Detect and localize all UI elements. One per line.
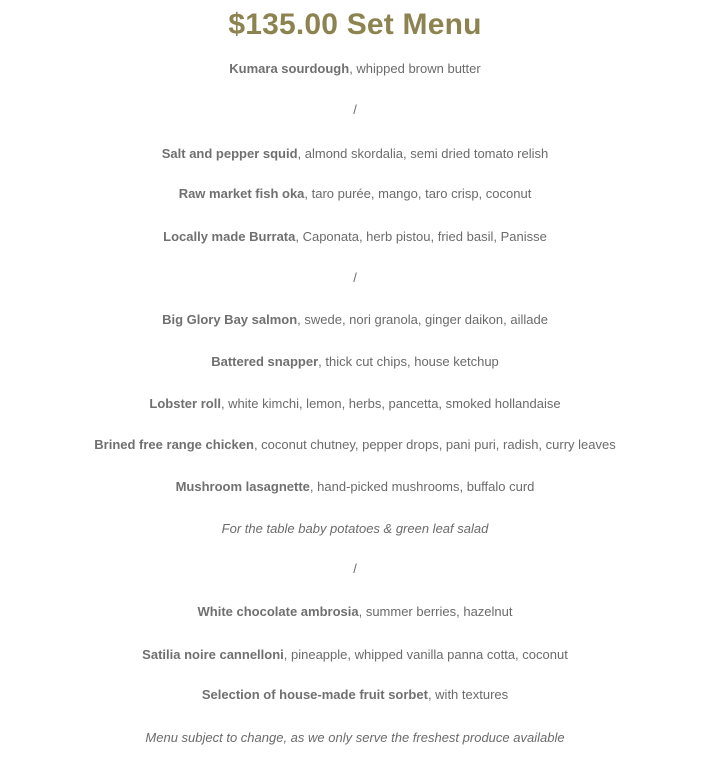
menu-footer-note: Menu subject to change, as we only serve the freshest produce available: [145, 730, 565, 745]
menu-item-main: [0, 436, 710, 454]
dish-description: , with textures: [427, 687, 509, 702]
dish-name: Salt and pepper squid: [161, 146, 298, 161]
menu-item-starter: [0, 60, 710, 78]
dish-description: , white kimchi, lemon, herbs, pancetta, smoked hollandaise: [220, 396, 561, 411]
dish-description: , swede, nori granola, ginger daikon, aillade: [297, 312, 548, 327]
dish-description: , thick cut chips, house ketchup: [318, 354, 499, 369]
menu-title: $135.00 Set Menu: [228, 8, 482, 41]
dish-description: , whipped brown butter: [349, 61, 481, 76]
dish-name: Battered snapper: [211, 354, 319, 369]
dish-name: Mushroom lasagnette: [175, 479, 310, 494]
menu-item-entree: [0, 228, 710, 246]
section-separator: /: [353, 561, 357, 576]
menu-item-main: [0, 478, 710, 496]
dish-description: , taro purée, mango, taro crisp, coconut: [304, 186, 532, 201]
dish-name: Selection of house-made fruit sorbet: [201, 687, 428, 702]
dish-name: White chocolate ambrosia: [197, 604, 359, 619]
dish-name: Raw market fish oka: [178, 186, 305, 201]
table-sides-note: For the table baby potatoes & green leaf salad: [221, 521, 489, 536]
dish-description: , almond skordalia, semi dried tomato relish: [297, 146, 549, 161]
menu-item-main: [0, 311, 710, 329]
section-separator: /: [353, 102, 357, 117]
menu-item-entree: [0, 145, 710, 163]
menu-item-main: [0, 395, 710, 413]
dish-name: Brined free range chicken: [94, 437, 254, 452]
dish-name: Lobster roll: [149, 396, 221, 411]
menu-item-dessert: [0, 603, 710, 621]
dish-description: , Caponata, herb pistou, fried basil, Panisse: [295, 229, 547, 244]
dish-description: , coconut chutney, pepper drops, pani puri, radish, curry leaves: [253, 437, 616, 452]
dish-name: Satilia noire cannelloni: [142, 647, 284, 662]
dish-description: , hand-picked mushrooms, buffalo curd: [309, 479, 535, 494]
dish-name: Locally made Burrata: [163, 229, 296, 244]
menu-item-dessert: [0, 646, 710, 664]
menu-item-main: [0, 353, 710, 371]
section-separator: /: [353, 270, 357, 285]
dish-name: Big Glory Bay salmon: [162, 312, 298, 327]
dish-description: , summer berries, hazelnut: [358, 604, 513, 619]
menu-item-dessert: [0, 686, 710, 704]
menu-item-entree: [0, 185, 710, 203]
dish-name: Kumara sourdough: [229, 61, 350, 76]
dish-description: , pineapple, whipped vanilla panna cotta, coconut: [283, 647, 568, 662]
